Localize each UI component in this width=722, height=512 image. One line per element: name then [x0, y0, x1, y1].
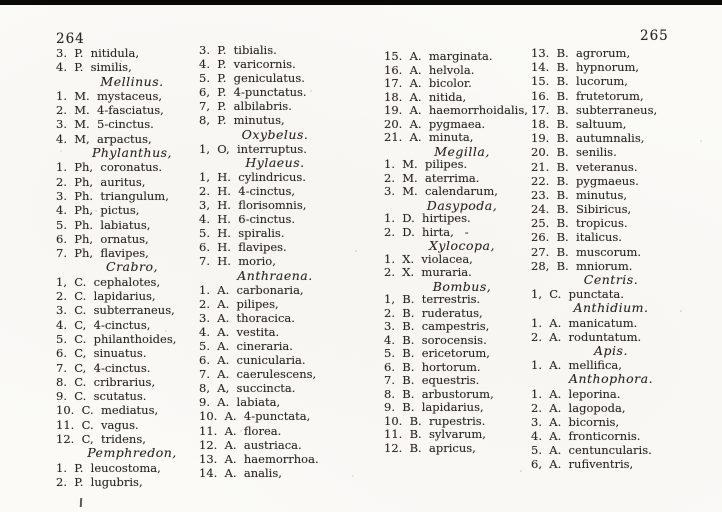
genus-heading: Crabro,: [106, 259, 158, 275]
species-entry: 6, A. rufiventris,: [531, 457, 634, 472]
species-entry: 1. A. manicatum.: [531, 315, 638, 330]
species-entry: 1. D. hirtipes.: [384, 211, 471, 225]
species-entry: 25. B. tropicus.: [531, 216, 628, 231]
species-entry: 3. A. thoracica.: [199, 310, 295, 325]
species-entry: 9. B. lapidarius,: [384, 400, 484, 414]
species-entry: 3, H. florisomnis,: [199, 198, 307, 213]
species-entry: 12. C, tridens,: [56, 432, 146, 447]
genus-heading: Bombus,: [432, 278, 492, 294]
scan-edge-bar: [0, 0, 722, 5]
genus-heading: Oxybelus.: [241, 126, 309, 142]
species-entry: 7, P. albilabris.: [199, 99, 292, 114]
species-entry: 16. B. frutetorum,: [531, 88, 644, 103]
species-entry: 1. M. mystaceus,: [56, 88, 163, 103]
species-entry: 3. B. campestris,: [384, 319, 490, 333]
species-entry: 16. A. helvola.: [384, 62, 475, 77]
genus-heading: Centris.: [583, 272, 639, 287]
species-entry: 4. B. sorocensis.: [384, 332, 487, 347]
species-entry: 3. P. tibialis.: [199, 43, 277, 57]
species-entry: 1. A. leporina.: [531, 386, 621, 401]
species-entry: 5. H. spiralis.: [199, 226, 285, 241]
species-entry: 26. B. italicus.: [531, 230, 622, 245]
species-entry: 3. Ph. triangulum,: [56, 188, 169, 203]
species-entry: 2. B. ruderatus,: [384, 305, 483, 320]
species-entry: 15. A. marginata.: [384, 49, 493, 63]
species-entry: 12. B. apricus,: [384, 440, 476, 455]
genus-heading: Anthidium.: [573, 300, 649, 316]
species-entry: 17. A. bicolor.: [384, 76, 472, 90]
genus-heading: Pemphredon,: [87, 445, 177, 461]
species-entry: 1. X. violacea,: [384, 251, 473, 266]
species-entry: 13. B. agrorum,: [531, 46, 631, 60]
species-entry: 4. C, 4-cinctus,: [56, 317, 151, 332]
species-entry: 2. M. 4-fasciatus,: [56, 103, 164, 118]
species-entry: 2. X. muraria.: [384, 265, 472, 279]
species-entry: 2. Ph, auritus,: [56, 174, 146, 189]
genus-heading: Megilla,: [434, 143, 490, 159]
species-entry: 5. A. cineraria.: [199, 338, 293, 353]
species-entry: 4. H. 6-cinctus.: [199, 212, 296, 227]
page-number-right: 265: [640, 28, 669, 44]
species-entry: 4. A. vestita.: [199, 324, 280, 339]
genus-heading: Dasypoda,: [426, 197, 498, 213]
species-entry: 5. A. centuncularis.: [531, 443, 652, 458]
page-number-left: 264: [56, 31, 85, 47]
genus-heading: Mellinus.: [100, 73, 164, 89]
species-entry: 28, B. mniorum.: [531, 258, 633, 273]
species-entry: 5. Ph. labiatus,: [56, 217, 151, 232]
species-entry: 2. A. roduntatum.: [531, 329, 642, 344]
species-entry: 21. B. veteranus.: [531, 159, 638, 174]
species-entry: 15. B. lucorum,: [531, 74, 628, 89]
species-entry: 19. A. haemorrhoidalis,: [384, 103, 528, 117]
genus-heading: Apis.: [594, 342, 628, 358]
species-entry: 7. B. equestris.: [384, 373, 480, 387]
species-entry: 12. A. austriaca.: [199, 437, 302, 452]
species-entry: 6. A. cunicularia.: [199, 353, 306, 368]
species-entry: 20. A. pygmaea.: [384, 116, 486, 131]
species-entry: 6, P. 4-punctatus.: [199, 85, 307, 100]
species-entry: 1, C. punctata.: [531, 287, 624, 302]
species-entry: 4. M, arpactus,: [56, 131, 152, 146]
species-entry: 22. B. pygmaeus.: [531, 173, 639, 188]
species-entry: 3. C. subterraneus,: [56, 303, 175, 318]
species-entry: 7. Ph, flavipes,: [56, 246, 149, 261]
species-entry: 11. B. sylvarum,: [384, 427, 486, 441]
species-entry: 1, C. cephalotes,: [56, 274, 161, 289]
species-entry: 1. M. pilipes.: [384, 157, 468, 171]
species-column-2: [199, 43, 351, 480]
species-entry: 11. C. vagus.: [56, 417, 139, 432]
species-entry: 8. B. arbustorum,: [384, 386, 494, 401]
species-column-1: [56, 46, 208, 489]
species-entry: 1, H. cylindricus.: [199, 169, 306, 184]
species-entry: 3. A. bicornis,: [531, 414, 620, 429]
species-entry: 20. B. senilis.: [531, 145, 617, 160]
genus-heading: Phylanthus,: [91, 145, 173, 161]
species-entry: 14. A. analis,: [199, 465, 282, 480]
genus-heading: Xylocopa,: [429, 238, 495, 253]
species-entry: 11. A. florea.: [199, 423, 282, 438]
species-entry: 5. B. ericetorum,: [384, 346, 490, 360]
species-entry: 23. B. minutus,: [531, 187, 627, 202]
scan-ink-artifact: [80, 498, 82, 507]
species-entry: 2. D. hirta, -: [384, 224, 469, 239]
species-entry: 1. A. mellifica,: [531, 358, 622, 373]
species-entry: 4. Ph, pictus,: [56, 203, 140, 218]
species-entry: 2. P. lugubris,: [56, 474, 143, 489]
species-entry: 4. P. similis,: [56, 60, 132, 75]
genus-heading: Anthraena.: [237, 267, 313, 283]
species-entry: 2. C. lapidarius,: [56, 289, 156, 304]
species-entry: 13. A. haemorrhoa.: [199, 451, 319, 466]
species-column-3: [384, 50, 540, 455]
species-entry: 2. A. lagopoda,: [531, 400, 626, 415]
species-entry: 3. M. calendarum,: [384, 184, 498, 198]
species-entry: 10. A. 4-punctata,: [199, 409, 311, 424]
species-entry: 24. B. Sibiricus,: [531, 202, 632, 217]
genus-heading: Anthophora.: [568, 371, 654, 387]
species-entry: 4. A. fronticornis.: [531, 429, 641, 444]
species-entry: 4. P. varicornis.: [199, 57, 296, 72]
species-entry: 2. M. aterrima.: [384, 170, 480, 185]
species-entry: 6. B. hortorum.: [384, 359, 481, 374]
species-entry: 7. A. caerulescens,: [199, 367, 317, 382]
species-entry: 1. P. leucostoma,: [56, 460, 161, 475]
species-entry: 10. C. mediatus,: [56, 403, 159, 418]
species-entry: 9. C. scutatus.: [56, 389, 147, 404]
species-entry: 8. C. cribrarius,: [56, 374, 156, 389]
species-entry: 6. H. flavipes.: [199, 240, 287, 255]
species-entry: 7. C, 4-cinctus.: [56, 360, 151, 375]
species-entry: 14. B. hypnorum,: [531, 60, 640, 75]
species-entry: 1. Ph, coronatus.: [56, 160, 163, 175]
species-entry: 1, O, interruptus.: [199, 141, 307, 156]
species-entry: 1, B. terrestris.: [384, 292, 481, 306]
species-entry: 1. A. carbonaria,: [199, 282, 304, 297]
species-entry: 3. M. 5-cinctus.: [56, 117, 154, 132]
species-entry: 6. Ph, ornatus,: [56, 231, 149, 246]
species-entry: 27. B. muscorum.: [531, 244, 642, 259]
species-entry: 6. C, sinuatus.: [56, 346, 147, 361]
species-entry: 9. A. labiata,: [199, 395, 281, 410]
species-entry: 19. B. autumnalis,: [531, 131, 645, 146]
species-entry: 5. C. philanthoides,: [56, 331, 177, 346]
species-entry: 8, A, succincta.: [199, 381, 296, 396]
species-entry: 2. H. 4-cinctus,: [199, 183, 296, 198]
species-entry: 7. H. morio,: [199, 254, 276, 269]
genus-heading: Hylaeus.: [245, 154, 305, 170]
species-entry: 5. P. geniculatus.: [199, 71, 305, 86]
species-entry: 21. A. minuta,: [384, 130, 474, 144]
species-entry: 17. B. subterraneus,: [531, 102, 658, 117]
species-column-4: [531, 46, 691, 472]
species-entry: 2. A. pilipes,: [199, 296, 279, 311]
species-entry: 10. B. rupestris.: [384, 413, 486, 428]
species-entry: 8, P. minutus,: [199, 113, 285, 128]
scan-noise-specks: [0, 0, 2, 2]
species-entry: 3. P. nitidula,: [56, 46, 139, 60]
species-entry: 18. B. saltuum,: [531, 116, 627, 131]
species-entry: 18. A. nitida,: [384, 89, 467, 104]
